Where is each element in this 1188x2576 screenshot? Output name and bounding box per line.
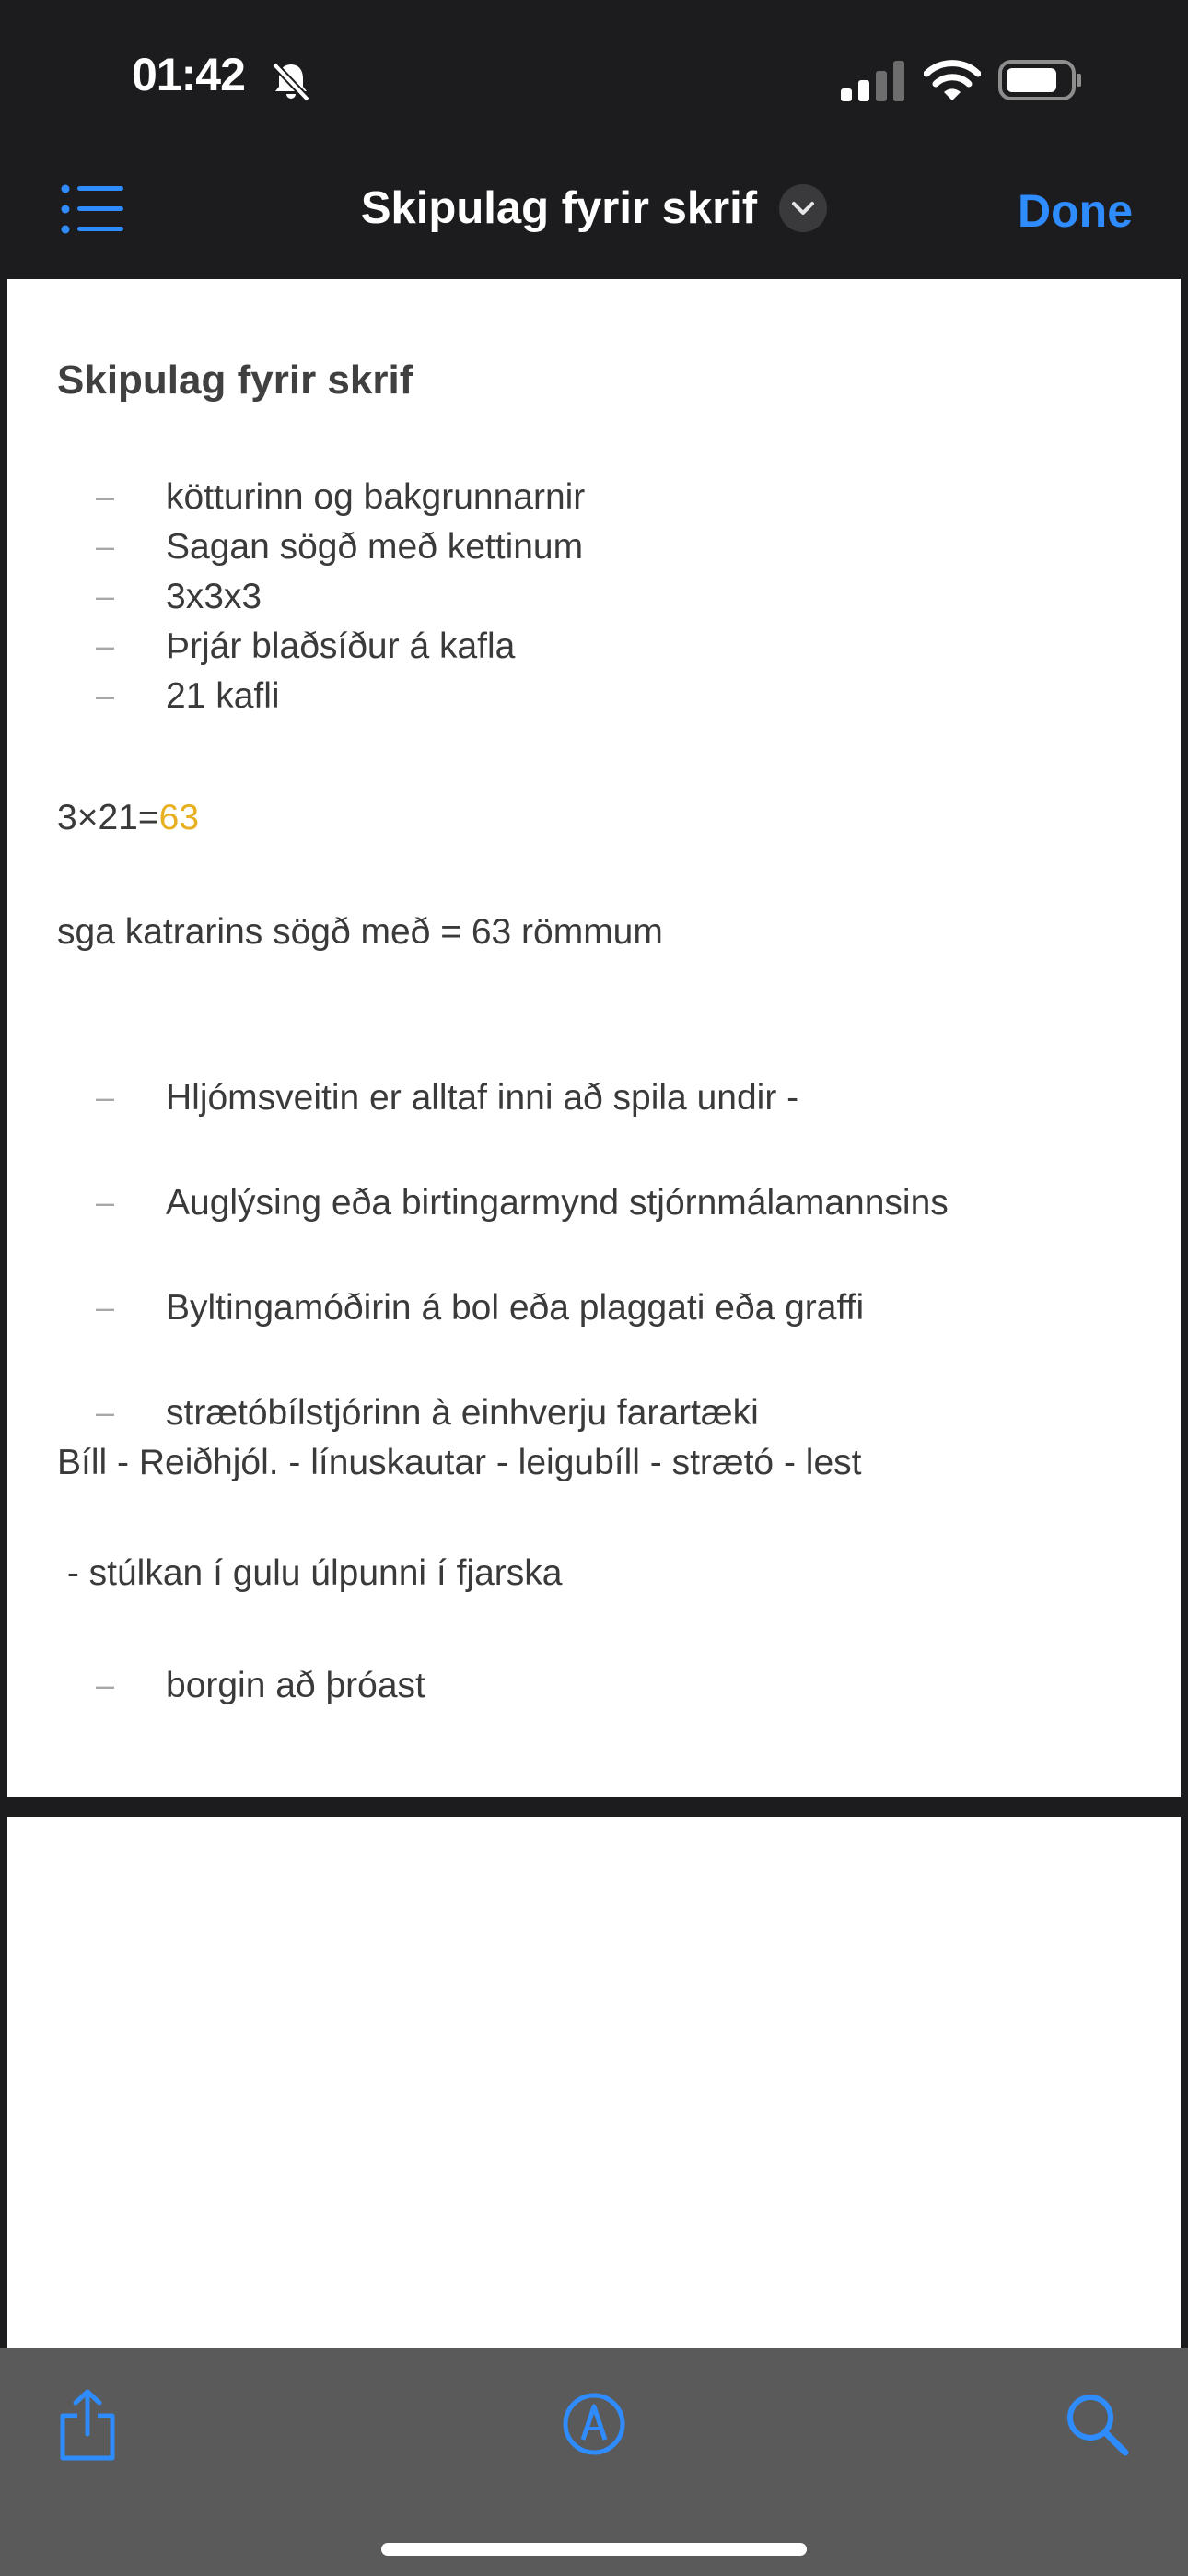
bullet-dash: – (96, 527, 115, 565)
list-item: strætóbílstjórinn à einhverju farartæki (166, 1393, 759, 1433)
bullet-dash: – (96, 577, 115, 615)
list-icon[interactable] (61, 184, 123, 234)
status-time: 01:42 (132, 49, 245, 100)
list-item: kötturinn og bakgrunnarnir (166, 477, 586, 517)
done-button[interactable]: Done (1018, 185, 1133, 237)
bullet-dash: – (96, 1288, 115, 1326)
document-title: Skipulag fyrir skrif (57, 357, 413, 403)
list-item: Sagan sögð með kettinum (166, 527, 584, 567)
list-item: Byltingamóðirin á bol eða plaggati eða graffi (166, 1288, 865, 1328)
calculation-line (57, 798, 199, 838)
bottom-toolbar (0, 2348, 1188, 2576)
list-item: Þrjár blaðsíður á kafla (166, 626, 516, 666)
wifi-icon (924, 57, 981, 103)
chevron-down-icon (790, 197, 816, 219)
bullet-dash: – (96, 477, 115, 515)
signal-icon (841, 61, 905, 101)
calc-expression: 3×21= (57, 798, 159, 837)
bullet-dash: – (96, 626, 115, 664)
bullet-dash: – (96, 1393, 115, 1431)
search-icon[interactable] (1065, 2392, 1129, 2456)
document-page-2[interactable] (7, 1817, 1181, 2351)
list-item: 3x3x3 (166, 577, 262, 616)
summary-line: sga katrarins sögð með = 63 römmum (57, 912, 663, 952)
bullet-dash: – (96, 1078, 115, 1116)
list-item: Hljómsveitin er alltaf inni að spila undir - (166, 1078, 799, 1118)
markup-icon[interactable] (562, 2392, 626, 2456)
bullet-dash: – (96, 1666, 115, 1704)
title-menu-button[interactable] (779, 184, 827, 232)
battery-icon (998, 59, 1083, 101)
bullet-dash: – (96, 1183, 115, 1221)
list-item: 21 kafli (166, 676, 280, 716)
list-item: borgin að þróast (166, 1666, 425, 1705)
vehicles-line: Bíll - Reiðhjól. - línuskautar - leigubíll - strætó - lest (57, 1443, 862, 1482)
home-indicator (381, 2543, 807, 2556)
list-item: Auglýsing eða birtingarmynd stjórnmálamannsins (166, 1183, 949, 1223)
share-icon[interactable] (57, 2388, 118, 2462)
calc-result: 63 (158, 798, 200, 837)
girl-line: - stúlkan í gulu úlpunni í fjarska (57, 1553, 563, 1593)
bullet-dash: – (96, 676, 115, 714)
nav-title[interactable]: Skipulag fyrir skrif (360, 183, 758, 233)
bell-slash-icon (267, 57, 315, 105)
